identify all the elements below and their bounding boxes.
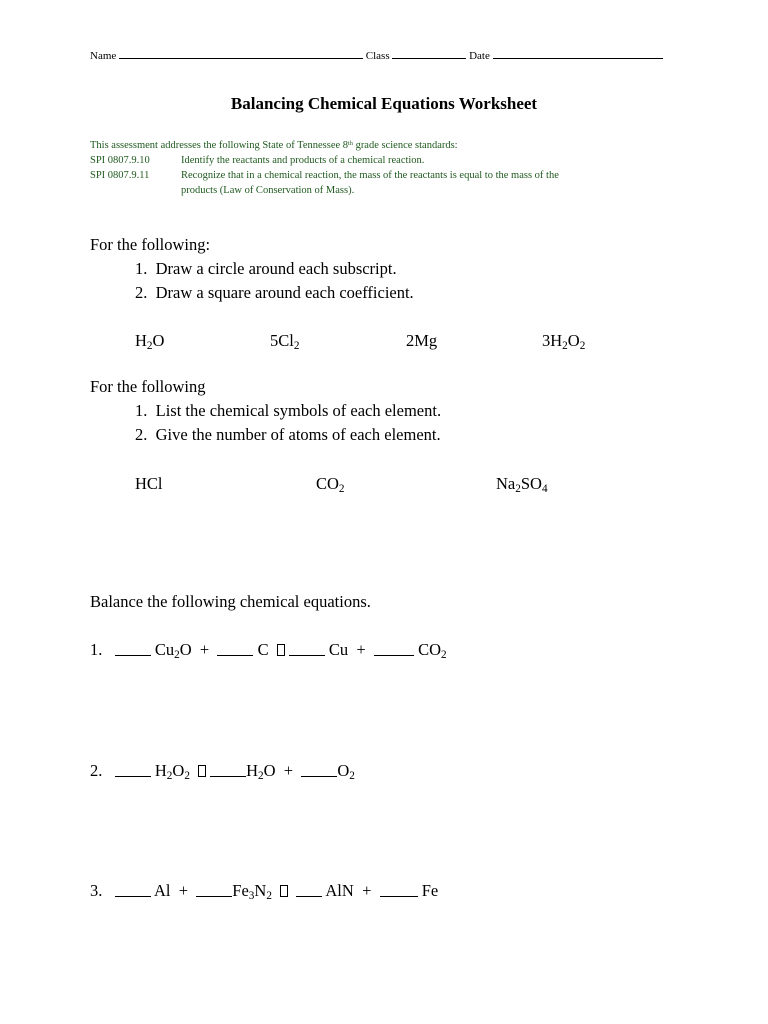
standard-code: SPI 0807.9.10 (90, 155, 150, 166)
equation-3: 3. $Al + Fe_3N_2$ AlN + Fe (90, 881, 439, 903)
formula: $5Cl_2$ (270, 331, 300, 353)
section1-heading: For the following: (90, 235, 211, 254)
standards-intro: This assessment addresses the following State of Tennessee 8th grade science standards: (90, 139, 458, 151)
formula: $CO_2$ (316, 474, 345, 496)
coefficient-blank[interactable] (217, 643, 253, 656)
reaction-arrow-icon (280, 885, 288, 897)
coefficient-blank[interactable] (301, 764, 337, 777)
section3-heading: Balance the following chemical equations. (90, 592, 371, 611)
standard-text: Identify the reactants and products of a chemical reaction. (181, 155, 425, 166)
formula: $3H_2O_2$ (542, 331, 586, 353)
equation-1: 1. $Cu_2O$ + C Cu + $CO_2$ (90, 640, 447, 662)
coefficient-blank[interactable] (196, 884, 232, 897)
section1-step: 1. Draw a circle around each subscript. (135, 259, 397, 278)
coefficient-blank[interactable] (115, 643, 151, 656)
coefficient-blank[interactable] (115, 884, 151, 897)
standard-text-continued: products (Law of Conservation of Mass). (181, 185, 355, 196)
formula: $Na_2SO_4$ (496, 474, 548, 496)
name-field[interactable] (119, 47, 363, 59)
section2-step: 2. Give the number of atoms of each element. (135, 425, 441, 444)
page-title: Balancing Chemical Equations Worksheet (230, 94, 538, 113)
name-label: Name (90, 50, 117, 62)
coefficient-blank[interactable] (374, 643, 414, 656)
equation-2: 2. $H_2O_2$ $H_2O + O_2$ (90, 761, 355, 783)
section1-step: 2. Draw a square around each coefficient. (135, 283, 414, 302)
formula: $H_2O$ (135, 331, 165, 353)
reaction-arrow-icon (198, 765, 206, 777)
section2-step: 1. List the chemical symbols of each element. (135, 401, 442, 420)
class-field[interactable] (392, 47, 466, 59)
date-field[interactable] (493, 47, 663, 59)
formula: HCl (135, 474, 163, 493)
coefficient-blank[interactable] (289, 643, 325, 656)
header-line (90, 47, 663, 62)
formula: 2Mg (406, 331, 438, 350)
reaction-arrow-icon (277, 644, 285, 656)
coefficient-blank[interactable] (210, 764, 246, 777)
class-label: Class (365, 50, 390, 62)
date-label: Date (469, 50, 490, 62)
section2-heading: For the following (90, 377, 206, 396)
coefficient-blank[interactable] (115, 764, 151, 777)
coefficient-blank[interactable] (296, 884, 322, 897)
standard-code: SPI 0807.9.11 (90, 170, 150, 181)
coefficient-blank[interactable] (380, 884, 418, 897)
standard-text: Recognize that in a chemical reaction, the mass of the reactants is equal to the mass of the (181, 170, 559, 181)
